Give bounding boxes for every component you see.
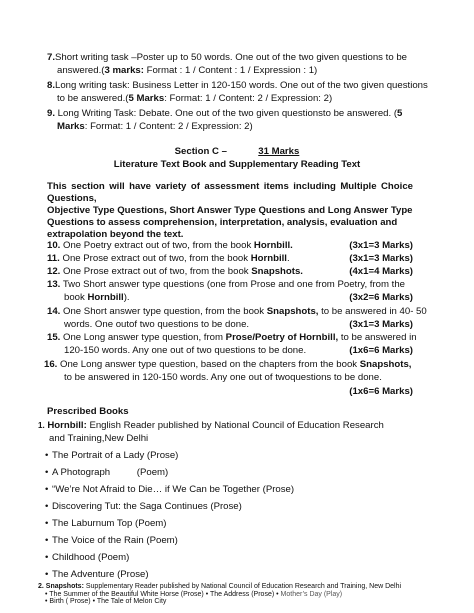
item-marks: (3x2=6 Marks) [349,292,413,303]
item-number: 11. [47,253,60,264]
chapter-title: The Portrait of a Lady (Prose) [52,450,179,461]
item-text: One Prose extract out of two, from the book [59,253,251,264]
item-marks: (3x1=3 Marks) [349,240,413,251]
task-text: Format : 1 / Content : 1 / Expression : 1) [143,64,318,76]
task-number: 8. [47,80,56,91]
item-16 [44,359,410,372]
task-text: : Format: 1 / Content: 2 / Expression: 2) [84,120,253,132]
chapter-title: The Voice of the Rain (Poem) [52,535,178,546]
chapter-title: The Laburnum Top (Poem) [52,518,167,529]
intro-line: Objective Type Questions, Short Answer Type Questions and Long Answer Type [47,205,413,216]
section-intro [47,181,413,241]
book-description: English Reader published by National Council of Education Research [86,420,384,431]
intro-line: extrapolation beyond the text. [47,229,184,240]
section-subtitle: Literature Text Book and Supplementary Reading Text [113,159,361,170]
item-text: to be answered in 40- 50 [318,306,427,317]
prescribed-heading: Prescribed Books [47,406,129,417]
book-name: Snapshots, [266,306,319,317]
task-8 [47,80,427,105]
task-marks: 5 [397,108,403,119]
item-15 [47,332,417,345]
book-name: Hornbill [87,292,124,303]
section-title: Section C – [174,146,227,157]
chapter-item: • The Tale of Melon City [92,598,167,605]
item-14 [47,306,427,319]
book-name: Prose/Poetry of Hornbill, [225,332,339,343]
chapter-item: • The Portrait of a Lady (Prose) [45,450,179,461]
item-text: One Long answer type question, from [60,332,226,343]
item-number: 14. [47,306,61,317]
book-name: Snapshots. [251,266,303,277]
section-heading [0,146,474,159]
item-14-line2 [47,319,413,332]
item-number: 16. [44,359,58,370]
book-name: Hornbill [250,253,287,264]
book-number: 1. [38,421,45,430]
book-description: Research and Training, New Delhi [294,583,402,590]
chapter-title: Childhood (Poem) [52,552,130,563]
item-text: ). [123,292,130,303]
item-text: One Long answer type question, based on the chapters from the book [57,359,360,370]
task-marks: 3 marks: [104,64,144,76]
book-name: Hornbill: [47,420,87,431]
task-marks: 5 Marks [128,92,165,104]
item-text: . [286,253,290,264]
item-marks: (4x1=4 Marks) [349,266,413,277]
chapter-item: • The Summer of the Beautiful White Horse (Prose) [45,590,204,598]
item-marks: (1x6=6 Marks) [349,386,413,397]
item-number: 15. [47,332,61,343]
chapter-title: The Tale of Melon City [96,598,167,605]
task-text: Long writing task: Business Letter in 120-150 words. One out of the two given questions [55,80,428,91]
task-text: Short writing task –Poster up to 50 words. One out of the two given questions to be [55,52,407,63]
item-text: One Poetry extract out of two, from the book [60,240,254,251]
chapter-item: • “We’re Not Afraid to Die… if We Can be Together (Prose) [45,484,295,495]
chapter-title: Discovering Tut: the Saga Continues (Prose) [52,501,242,512]
item-number: 10. [47,240,61,251]
task-text: to be answered.( [57,92,129,104]
task-7 [47,52,427,77]
chapter-item: • The Voice of the Rain (Poem) [45,535,178,546]
book-description: and Training,New Delhi [49,432,149,444]
book-1 [38,420,428,445]
task-number: 7. [47,52,56,63]
item-marks: (3x1=3 Marks) [349,253,413,264]
chapter-title: “We’re Not Afraid to Die… if We Can be Together (Prose) [52,484,295,495]
intro-line: Questions to assess comprehension, interpretation, analysis, evaluation and [47,217,398,228]
chapter-item: • The Address (Prose) [205,590,275,598]
chapter-title: Mother’s Day (Play) [280,590,343,598]
chapter-title: The Address (Prose) [209,590,275,598]
intro-line: This section will have variety of assessment items including Multiple Choice Questions, [47,181,413,204]
item-11 [47,253,413,266]
chapter-item: • The Adventure (Prose) [45,569,149,580]
item-number: 13. [47,279,61,290]
chapter-item: • Childhood (Poem) [45,552,130,563]
chapter-item: • Birth ( Prose) [45,598,91,605]
item-text: to be answered in [338,332,417,343]
chapter-item: • The Laburnum Top (Poem) [45,518,167,529]
item-text: book [64,292,88,303]
book-description: Supplementary Reader published by National Council of Education [83,583,293,590]
item-text: One Prose extract out of two, from the book [60,266,252,277]
chapter-title: The Summer of the Beautiful White Horse (Prose) [49,590,204,598]
book-2 [38,583,428,606]
item-15-line2 [47,345,413,358]
task-text: : Format: 1 / Content: 2 / Expression: 2) [164,92,333,104]
book-name: Hornbill. [253,240,293,251]
task-number: 9. [47,108,56,119]
chapter-title: Birth ( Prose) [49,598,91,605]
item-13-line2 [47,292,413,305]
item-text: Two Short answer type questions (one from Prose and one from Poetry, from the [60,279,405,290]
item-text: to be answered in 120-150 words. Any one out of twoquestions to be done. [64,372,382,383]
section-marks: 31 Marks [258,146,300,157]
chapter-title: The Adventure (Prose) [52,569,149,580]
item-number: 12. [47,266,61,277]
book-number: 2. [38,583,44,590]
chapter-item: • Mother’s Day (Play) [276,590,343,598]
task-marks: Marks [57,120,85,132]
chapter-title: A Photograph (Poem) [52,467,169,478]
item-text: One Short answer type question, from the book [60,306,267,317]
book-name: Snapshots: [45,583,84,590]
item-13 [47,279,413,292]
item-12 [47,266,413,279]
item-10 [47,240,413,253]
item-16-line2 [47,372,413,385]
book-name: Snapshots, [359,359,412,370]
task-text: Long Writing Task: Debate. One out of the two given questionsto be answered. ( [55,108,398,119]
chapter-item: • Discovering Tut: the Saga Continues (Prose) [45,501,242,512]
task-9 [47,108,427,133]
item-text: 120-150 words. Any one out of two questions to be done. [64,345,307,356]
chapter-item: • A Photograph (Poem) [45,467,169,478]
item-marks: (1x6=6 Marks) [349,345,413,356]
task-text: answered.( [57,64,105,76]
item-text: words. One outof two questions to be done. [64,319,250,330]
item-marks: (3x1=3 Marks) [349,319,413,330]
